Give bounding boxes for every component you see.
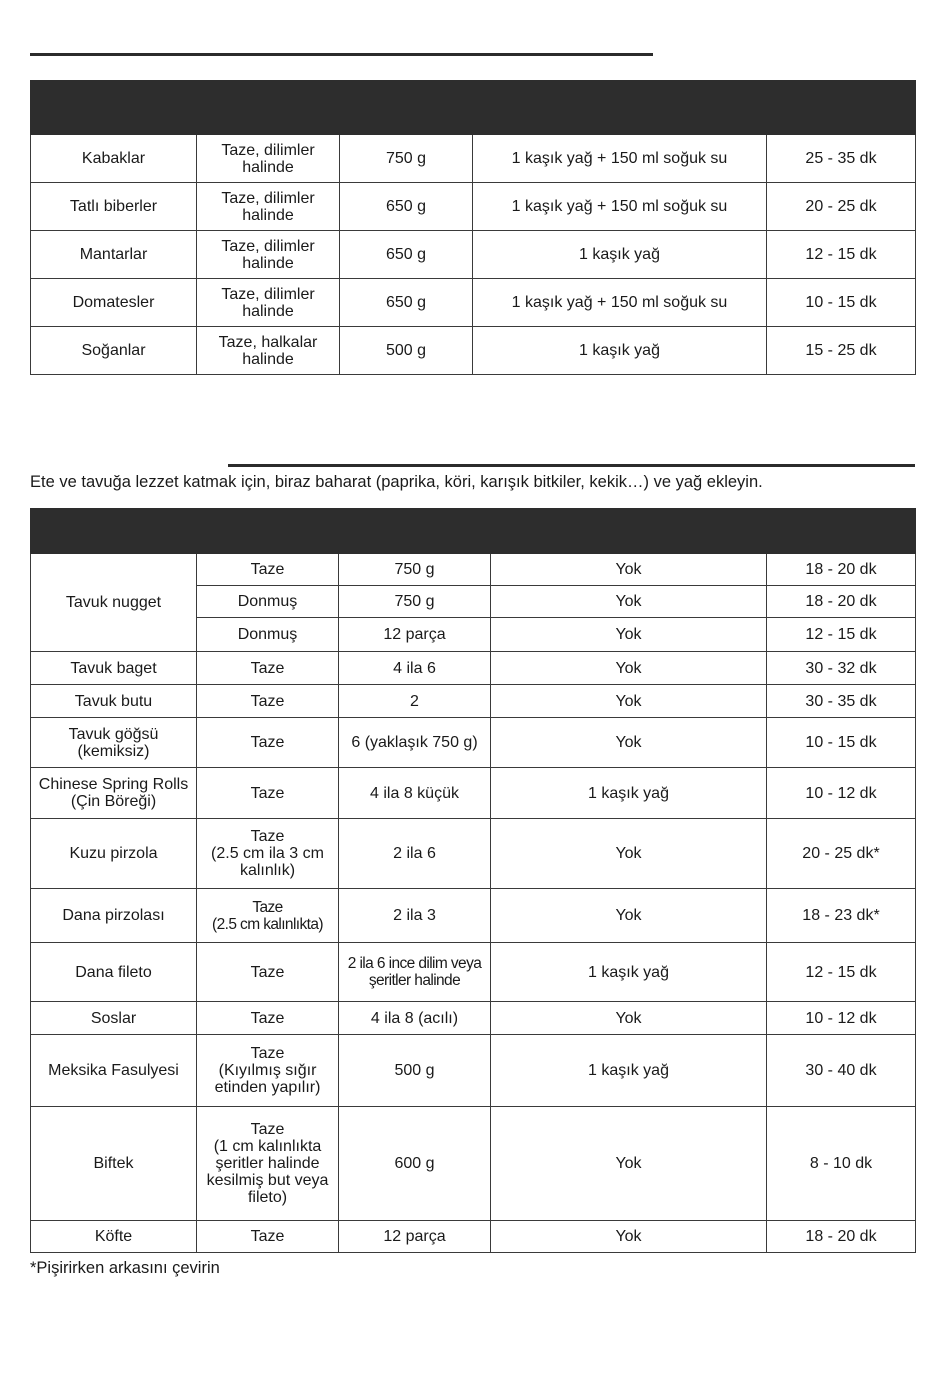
section-rule-meat	[228, 464, 915, 467]
table-row	[31, 1107, 916, 1221]
table-row	[31, 652, 916, 685]
table-row	[31, 327, 916, 375]
food-name: Domatesler	[31, 279, 197, 327]
cooking-time: 20 - 25 dk	[767, 183, 916, 231]
table-row	[31, 889, 916, 943]
food-addition: 1 kaşık yağ	[473, 327, 767, 375]
food-addition: Yok	[491, 586, 767, 618]
food-state: Taze	[197, 1221, 339, 1253]
food-state: Taze	[197, 652, 339, 685]
cooking-time: 30 - 40 dk	[767, 1035, 916, 1107]
food-state: Taze	[197, 718, 339, 768]
food-addition: Yok	[491, 554, 767, 586]
food-quantity: 750 g	[339, 586, 491, 618]
meat-table	[30, 508, 916, 1253]
food-quantity: 2 ila 6	[339, 819, 491, 889]
food-name: Soslar	[31, 1002, 197, 1035]
food-name: Tavuk baget	[31, 652, 197, 685]
table-row	[31, 1002, 916, 1035]
food-quantity: 600 g	[339, 1107, 491, 1221]
food-addition: Yok	[491, 618, 767, 652]
food-quantity: 500 g	[340, 327, 473, 375]
food-state: Donmuş	[197, 586, 339, 618]
food-state: Taze (2.5 cm kalınlıkta)	[197, 889, 339, 943]
cooking-time: 8 - 10 dk	[767, 1107, 916, 1221]
food-quantity: 4 ila 6	[339, 652, 491, 685]
food-name: Dana fileto	[31, 943, 197, 1002]
table-row	[31, 135, 916, 183]
cooking-time: 12 - 15 dk	[767, 943, 916, 1002]
food-state: Taze, dilimler halinde	[197, 183, 340, 231]
cooking-time: 20 - 25 dk*	[767, 819, 916, 889]
table-row	[31, 819, 916, 889]
food-quantity: 650 g	[340, 183, 473, 231]
food-quantity: 2	[339, 685, 491, 718]
food-state: Taze (2.5 cm ila 3 cm kalınlık)	[197, 819, 339, 889]
cooking-time: 18 - 20 dk	[767, 554, 916, 586]
cooking-time: 30 - 35 dk	[767, 685, 916, 718]
food-state: Taze, dilimler halinde	[197, 231, 340, 279]
cooking-time: 18 - 20 dk	[767, 586, 916, 618]
footnote: *Pişirirken arkasını çevirin	[30, 1259, 220, 1277]
food-addition: Yok	[491, 1221, 767, 1253]
food-state: Taze (1 cm kalınlıkta şeritler halinde kesilmiş but veya fileto)	[197, 1107, 339, 1221]
food-quantity: 12 parça	[339, 618, 491, 652]
cooking-time: 25 - 35 dk	[767, 135, 916, 183]
food-name: Mantarlar	[31, 231, 197, 279]
food-addition: Yok	[491, 1002, 767, 1035]
food-addition: Yok	[491, 1107, 767, 1221]
food-state: Taze, dilimler halinde	[197, 279, 340, 327]
food-quantity: 4 ila 8 küçük	[339, 768, 491, 819]
food-name: Köfte	[31, 1221, 197, 1253]
food-addition: 1 kaşık yağ	[491, 943, 767, 1002]
food-addition: 1 kaşık yağ + 150 ml soğuk su	[473, 183, 767, 231]
food-addition: Yok	[491, 685, 767, 718]
food-quantity: 500 g	[339, 1035, 491, 1107]
meat-table-header	[31, 509, 916, 554]
food-name: Dana pirzolası	[31, 889, 197, 943]
cooking-time: 18 - 20 dk	[767, 1221, 916, 1253]
food-state: Taze	[197, 685, 339, 718]
food-name: Soğanlar	[31, 327, 197, 375]
vegetables-table-header	[31, 81, 916, 135]
food-state: Taze	[197, 1002, 339, 1035]
food-name: Tavuk butu	[31, 685, 197, 718]
food-name: Tavuk nugget	[31, 554, 197, 652]
food-state: Taze, dilimler halinde	[197, 135, 340, 183]
table-row	[31, 718, 916, 768]
food-quantity: 650 g	[340, 279, 473, 327]
cooking-time: 15 - 25 dk	[767, 327, 916, 375]
table-row	[31, 943, 916, 1002]
food-quantity: 2 ila 6 ince dilim veya şeritler halinde	[339, 943, 491, 1002]
food-addition: Yok	[491, 718, 767, 768]
table-row	[31, 1221, 916, 1253]
food-addition: 1 kaşık yağ + 150 ml soğuk su	[473, 135, 767, 183]
food-addition: 1 kaşık yağ	[491, 768, 767, 819]
food-name: Tatlı biberler	[31, 183, 197, 231]
food-addition: Yok	[491, 652, 767, 685]
food-quantity: 12 parça	[339, 1221, 491, 1253]
food-addition: 1 kaşık yağ	[473, 231, 767, 279]
food-state: Taze, halkalar halinde	[197, 327, 340, 375]
food-state: Donmuş	[197, 618, 339, 652]
food-addition: 1 kaşık yağ + 150 ml soğuk su	[473, 279, 767, 327]
food-quantity: 6 (yaklaşık 750 g)	[339, 718, 491, 768]
table-row	[31, 685, 916, 718]
food-quantity: 650 g	[340, 231, 473, 279]
table-row	[31, 1035, 916, 1107]
food-addition: 1 kaşık yağ	[491, 1035, 767, 1107]
section-rule-vegetables	[30, 53, 653, 56]
table-row	[31, 279, 916, 327]
food-state: Taze	[197, 943, 339, 1002]
table-row	[31, 768, 916, 819]
food-name: Kuzu pirzola	[31, 819, 197, 889]
food-name: Biftek	[31, 1107, 197, 1221]
food-quantity: 750 g	[340, 135, 473, 183]
table-row	[31, 231, 916, 279]
cooking-time: 12 - 15 dk	[767, 618, 916, 652]
food-state: Taze	[197, 554, 339, 586]
table-row	[31, 183, 916, 231]
vegetables-table	[30, 80, 916, 375]
food-addition: Yok	[491, 889, 767, 943]
cooking-time: 18 - 23 dk*	[767, 889, 916, 943]
cooking-time: 10 - 15 dk	[767, 718, 916, 768]
table-row	[31, 554, 916, 586]
food-quantity: 2 ila 3	[339, 889, 491, 943]
cooking-time: 10 - 15 dk	[767, 279, 916, 327]
cooking-time: 10 - 12 dk	[767, 1002, 916, 1035]
food-name: Meksika Fasulyesi	[31, 1035, 197, 1107]
meat-intro-text: Ete ve tavuğa lezzet katmak için, biraz baharat (paprika, köri, karışık bitkiler, kekik…) ve yağ ekleyin.	[30, 473, 763, 491]
food-quantity: 4 ila 8 (acılı)	[339, 1002, 491, 1035]
food-name: Chinese Spring Rolls (Çin Böreği)	[31, 768, 197, 819]
food-state: Taze	[197, 768, 339, 819]
food-state: Taze (Kıyılmış sığır etinden yapılır)	[197, 1035, 339, 1107]
cooking-time: 30 - 32 dk	[767, 652, 916, 685]
food-quantity: 750 g	[339, 554, 491, 586]
food-name: Kabaklar	[31, 135, 197, 183]
cooking-time: 12 - 15 dk	[767, 231, 916, 279]
cooking-time: 10 - 12 dk	[767, 768, 916, 819]
food-addition: Yok	[491, 819, 767, 889]
food-name: Tavuk göğsü (kemiksiz)	[31, 718, 197, 768]
